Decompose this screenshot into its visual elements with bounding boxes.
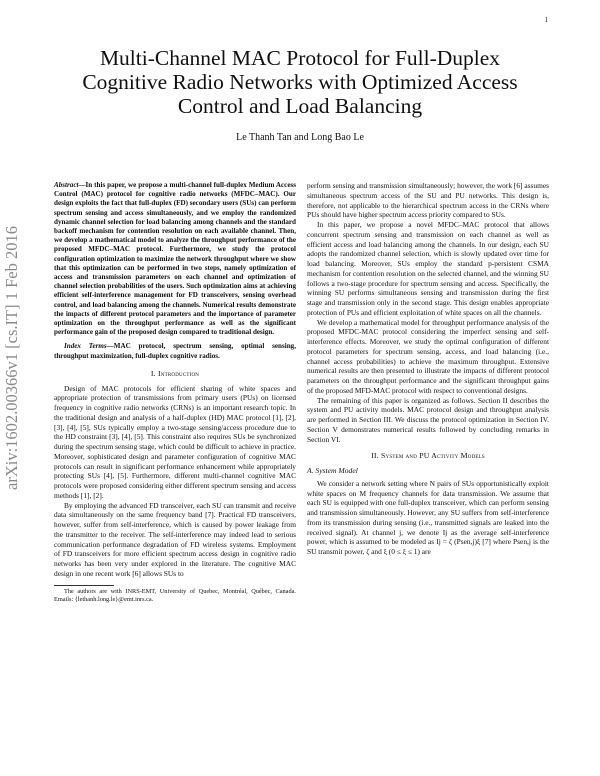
section-heading-introduction: I. Introduction (150, 368, 200, 378)
abstract (54, 181, 296, 337)
intro-paragraph-5: We develop a mathematical model for throughput performance analysis of the proposed MFDC-MAC protocol considering the imperfect sensing and self-interference effects. Moreover, we study the optimal configuration of different protocol parameters for spectrum sensing, access, and load balancing (i.e., channel access probabilities) to achieve the maximum throughput. Extensive numerical results are then presented to illustrate the impacts of different protocol parameters on the throughput performance and the significant throughput gains of the proposed MFD-MAC protocol with respect to conventional designs. (307, 317, 549, 395)
subsection-heading-system-model: A. System Model (307, 466, 358, 475)
left-column (54, 181, 296, 604)
abstract-lead: Abstract (54, 181, 79, 189)
right-column (307, 181, 549, 557)
abstract-text: —In this paper, we propose a multi-channel full-duplex Medium Access Control (MAC) protocol for cognitive radio networks (MFDC–MAC). Our design exploits the fact that full-duplex (FD) secondary users (SUs) can perform spectrum sensing and access simultaneously, and we employ the randomized dynamic channel selection for load balancing among channels and the standard backoff mechanism for contention resolution on each available channel. Then, we develop a mathematical model to analyze the throughput performance of the proposed MFDC–MAC protocol. Furthermore, we study the protocol configuration optimization to maximize the network throughput where we show that this optimization can be performed in two steps, namely optimization of access and transmission parameters on each channel and optimization of channel selection probabilities of the users. Such optimization aims at achieving efficient self-interference management for FD transceivers, sensing overhead control, and load balancing among the channels. Numerical results demonstrate the impacts of different protocol parameters and the importance of parameter optimization on the throughput performance as well as the significant performance gain of the proposed design compared to traditional design. (54, 181, 296, 337)
intro-paragraph-3: perform sensing and transmission simultaneously; however, the work [6] assumes simultaneous spectrum access of the SU and PU networks. This design is, therefore, not applicable to the hierarchical spectrum access in the CRNs where PUs should have higher spectrum access priority compared to SUs. (307, 181, 549, 220)
intro-paragraph-1: Design of MAC protocols for efficient sharing of white spaces and appropriate protection of transmissions from primary users (PUs) on licensed frequency in cognitive radio networks (CRNs) is an important research topic. In the traditional design and analysis of a half-duplex (HD) MAC protocol [1], [2], [3], [4], [5], SUs typically employ a two-stage sensing/access procedure due to the HD constraint [3], [4], [5]. This constraint also requires SUs be synchronized during the spectrum sensing stage, which could be difficult to achieve in practice. Moreover, sophisticated design and parameter configuration of cognitive MAC protocols can result in significant performance enhancement while appropriately protecting SUs [4], [5]. Furthermore, different multi-channel cognitive MAC protocols were proposed considering either different spectrum sensing and access methods [1], [2]. (54, 383, 296, 500)
page-number: 1 (544, 16, 548, 24)
system-model-paragraph: We consider a network setting where N pairs of SUs opportunistically exploit white spaces on M frequency channels for data transmission. We assume that each SU is equipped with one full-duplex transceiver, which can perform sensing and transmission simultaneously. However, any SU suffers from self-interference from its transmission during sensing (i.e., transmitted signals are leaked into the received signal). At channel j, we denote Ij as the average self-interference power, which is assumed to be modeled as Ij = ζ (Psen,j)ξ [7] where Psen,j is the SU transmit power, ζ and ξ (0 ≤ ξ ≤ 1) are (307, 478, 549, 556)
intro-paragraph-4: In this paper, we propose a novel MFDC–MAC protocol that allows concurrent spectrum sensing and transmission on each channel as well as efficient access and load balancing among the channels. In our design, each SU adopts the randomized channel selection, which is slowly updated over time for load balancing. Moreover, SUs employ the standard p-persistent CSMA mechanism for contention resolution on the selected channel, and the winning SU follows a two-stage procedure for spectrum sensing and access. Specifically, the winning SU performs simultaneous sensing and transmission during the first stage and transmission only in the second stage. This design enables appropriate protection of PUs and efficient exploitation of white spaces on all the channels. (307, 220, 549, 317)
footnote-rule (54, 585, 114, 586)
intro-paragraph-6: The remaining of this paper is organized as follows. Section II describes the system and PU activity models. MAC protocol design and throughput analysis are performed in Section III. We discuss the protocol optimization in Section IV. Section V demonstrates numerical results followed by concluding remarks in Section VI. (307, 395, 549, 444)
index-terms-lead: Index Terms (64, 342, 107, 351)
paper-authors: Le Thanh Tan and Long Bao Le (236, 132, 364, 143)
arxiv-stamp: arXiv:1602.00366v1 [cs.IT] 1 Feb 2016 (2, 226, 21, 490)
intro-paragraph-2: By employing the advanced FD transceiver, each SU can transmit and receive data simultaneously on the same frequency band [7]. Practical FD transceivers, however, suffer from self-interference, which is caused by power leakage from the transmitter to the receiver. The self-interference may indeed lead to serious communication performance degradation of FD wireless systems. Employment of FD transceivers for more efficient spectrum access design in cognitive radio networks has been very under explored in the literature. The cognitive MAC design in one recent work [6] allows SUs to (54, 500, 296, 578)
section-heading-system-model: II. System and PU Activity Models (371, 451, 485, 461)
index-terms-text: —MAC protocol, spectrum sensing, optimal sensing, throughput maximization, full-duplex cognitive radios. (54, 342, 297, 360)
index-terms (54, 342, 296, 360)
author-footnote: The authors are with INRS-EMT, University of Quebec, Montréal, Québec, Canada. Emails: {lethanh.long.le}@emt.inrs.ca. (54, 587, 296, 603)
paper-title: Multi-Channel MAC Protocol for Full-Duplex Cognitive Radio Networks with Optimized Access Control and Load Balancing (82, 46, 518, 118)
